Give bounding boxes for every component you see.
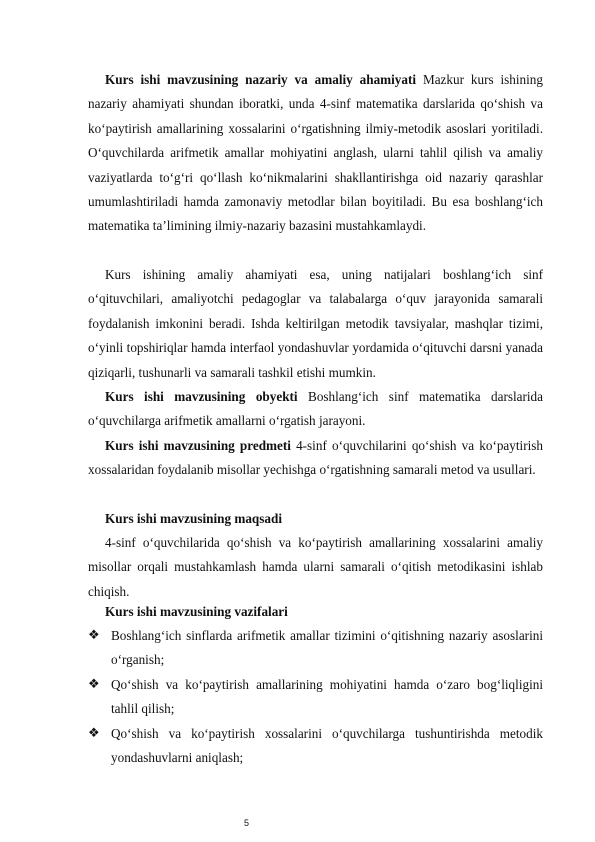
paragraph-subject-text: 4-sinf o‘quvchilarini qo‘shish va ko‘paytirish xossalaridan foydalanib misollar yechishga o‘rgatishning samarali metod va usullari. <box>88 438 543 478</box>
list-item-text: Boshlang‘ich sinflarda arifmetik amallar tizimini o‘qitishning nazariy asoslarini o‘rganish; <box>111 628 543 668</box>
heading-tasks: Kurs ishi mavzusining vazifalari <box>105 604 288 619</box>
diamond-bullet-icon: ❖ <box>88 676 100 692</box>
paragraph-subject <box>88 434 543 483</box>
list-item <box>88 673 543 722</box>
paragraph-significance-title: Kurs ishi mavzusining nazariy va amaliy ahamiyati <box>105 72 417 87</box>
tasks-list <box>88 624 543 770</box>
paragraph-object <box>88 385 543 434</box>
paragraph-practical <box>88 263 543 385</box>
heading-goal: Kurs ishi mavzusining maqsadi <box>105 511 282 526</box>
list-item-text: Qo‘shish va ko‘paytirish amallarining mohiyatini hamda o‘zaro bog‘liqligini tahlil qilish; <box>111 676 543 717</box>
paragraph-significance-text: Mazkur kurs ishining nazariy ahamiyati shundan iboratki, unda 4-sinf matematika darslarida qo‘shish va ko‘paytirish amallarining xossalarini o‘rgatishning ilmiy-metodik asoslari yoritiladi. O‘quvchilarda arifmetik amallar mohiyatini anglash, ularni tahlil qilish va amaliy vaziyatlarda to‘g‘ri qo‘llash ko‘nikmalarini shakllantirishga oid nazariy qarashlar umumlashtiriladi hamda zamonaviy metodlar bilan boyitiladi. Bu esa boshlang‘ich matematika ta’limining ilmiy-nazariy bazasini mustahkamlaydi. <box>88 72 543 234</box>
paragraph-subject-title: Kurs ishi mavzusining predmeti <box>105 438 291 453</box>
paragraph-goal <box>88 531 543 604</box>
paragraph-object-text: Boshlang‘ich sinf matematika darslarida o‘quvchilarga arifmetik amallarni o‘rgatish jarayoni. <box>88 389 543 429</box>
paragraph-significance <box>88 68 543 239</box>
list-item <box>88 722 543 771</box>
list-item-text: Qo‘shish va ko‘paytirish xossalarini o‘quvchilarga tushuntirishda metodik yondashuvlarni aniqlash; <box>111 725 543 766</box>
paragraph-goal-text: 4-sinf o‘quvchilarida qo‘shish va ko‘paytirish amallarining xossalarini amaliy misollar orqali mustahkamlash hamda ularni samarali o‘qitish metodikasini ishlab chiqish. <box>88 535 543 599</box>
diamond-bullet-icon: ❖ <box>88 725 100 741</box>
list-item <box>88 624 543 673</box>
page-number: 5 <box>244 818 250 828</box>
paragraph-practical-text: Kurs ishining amaliy ahamiyati esa, uning natijalari boshlang‘ich sinf o‘qituvchilari, amaliyotchi pedagoglar va talabalarga o‘quv jarayonida samarali foydalanish imkonini beradi. Ishda keltirilgan metodik tavsiyalar, mashqlar tizimi, o‘yinli topshiriqlar hamda interfaol yondashuvlar yordamida o‘qituvchi darsni yanada qiziqarli, tushunarli va samarali tashkil etishi mumkin. <box>88 267 543 380</box>
diamond-bullet-icon: ❖ <box>88 628 100 643</box>
paragraph-object-title: Kurs ishi mavzusining obyekti <box>105 389 298 404</box>
